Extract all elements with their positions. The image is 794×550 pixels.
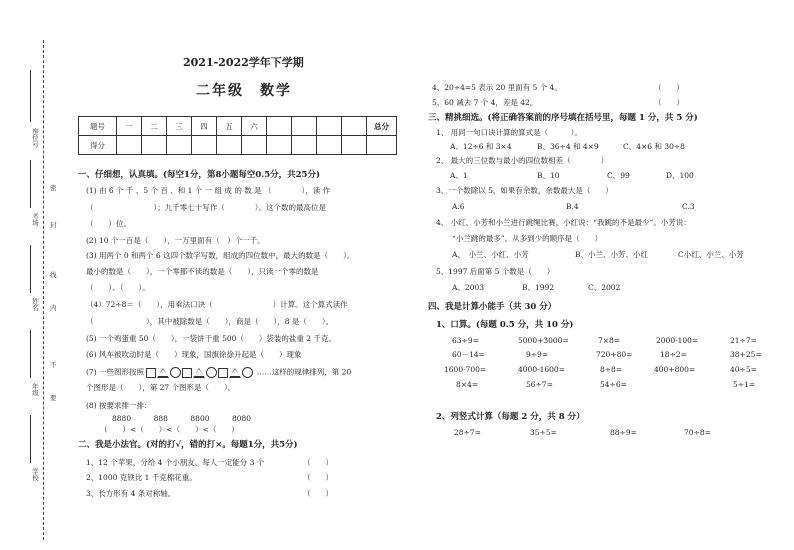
question-line: 最小的数是（ ），一个零都不读的数是（ ），只读一个零的数是: [86, 267, 319, 276]
vertical-calc-item: 70÷8=: [684, 428, 711, 437]
choice-option[interactable]: A、12÷6 和 3×4: [450, 142, 512, 151]
oral-item: 21÷7=: [730, 336, 757, 345]
answer-blank[interactable]: （ ）: [654, 98, 684, 107]
oral-item: 7×8=: [598, 336, 621, 345]
seal-mark: 要: [50, 394, 57, 402]
name-label: 姓名: [31, 298, 39, 311]
choice-option[interactable]: B、小兰、小芳、小红: [575, 250, 649, 259]
choice-question: 4、 小红、小芳和小兰进行跳绳比赛，小红说：“我跳的不是最少”。小芳说：: [436, 218, 691, 227]
score-input[interactable]: [142, 136, 167, 155]
school-label: 学校: [31, 468, 39, 481]
section-1-heading: 一、仔细想，认真填。(每空1分，第8小题每空0.5分，共25分): [78, 170, 320, 180]
square-shape: [182, 368, 192, 378]
choice-option[interactable]: B、36÷4 和 4×9: [537, 142, 599, 151]
question-line: [86, 367, 351, 378]
score-cell: 得分: [79, 136, 117, 155]
choice-question: “小兰跳的最多”。从多到少的顺序是（ ）: [452, 234, 603, 243]
exam-title: 2021-2022学年下学期: [183, 56, 304, 69]
seal-mark: 不: [50, 361, 57, 369]
choice-option[interactable]: C小红、小兰、小芳: [678, 250, 744, 259]
score-input[interactable]: [342, 136, 367, 155]
seal-mark: 线: [50, 271, 57, 279]
score-input[interactable]: [292, 136, 317, 155]
answer-blank[interactable]: （ ）: [303, 458, 333, 467]
score-input[interactable]: [217, 136, 242, 155]
oral-heading: 1、口算。(每题 0.5 分，共 10 分): [436, 320, 574, 330]
oral-item: 5÷1=: [733, 380, 756, 389]
score-cell: 题号: [79, 117, 117, 136]
square-shape: [218, 368, 228, 378]
section-3-heading: 三、精挑细选。(将正确答案前的序号填在括号里，每题 1 分，共 5 分): [428, 113, 698, 123]
answer-blank[interactable]: （ ）: [654, 83, 684, 92]
judge-item: 4、20÷4=5 表示 20 里面有 5 个 4。: [432, 83, 562, 92]
triangle-shape: [157, 368, 169, 378]
question-line: (8) 按要求排一排：: [86, 401, 152, 410]
choice-question: 1、 用同一句口诀计算的算式是（ ）。: [436, 128, 582, 137]
oral-item: 9÷9=: [526, 350, 549, 359]
choice-option[interactable]: C、99: [607, 171, 630, 180]
question-line: (5) 一个鸡蛋重 50（ ），一袋饼干重 500（ ）袋装的盐重 2 千克。: [86, 334, 336, 343]
oral-item: 38+25=: [730, 350, 762, 359]
seal-mark: 内: [50, 304, 57, 312]
score-input[interactable]: [192, 136, 217, 155]
question-text: ……这样的规律排列，第 20: [256, 367, 352, 377]
answer-blank[interactable]: （ ）: [303, 489, 333, 498]
score-cell: 六: [242, 117, 267, 136]
score-total: 总分: [367, 117, 397, 136]
choice-option[interactable]: A.6: [452, 202, 465, 211]
number-list: 8880 888 8800 8080: [112, 414, 252, 423]
score-cell: [342, 117, 367, 136]
score-input[interactable]: [117, 136, 142, 155]
choice-option[interactable]: A、1: [450, 171, 468, 180]
oral-item: 40÷5=: [730, 365, 757, 374]
seat-underline: [30, 70, 31, 122]
choice-question: 3、一个数除以 5，如果有余数，余数最大是（ ）: [436, 186, 613, 195]
vertical-calc-heading: 2、列竖式计算（每题 2 分，共 8 分）: [436, 412, 585, 422]
grade-label: 年级: [31, 383, 39, 396]
score-cell: [267, 117, 292, 136]
exam-subject: 二年级 数学: [196, 83, 292, 99]
school-underline: [30, 415, 31, 463]
choice-question: 5、1997 后面第 5 个数是（ ）: [436, 267, 555, 276]
seal-mark: 封: [50, 221, 57, 229]
choice-option[interactable]: A、2003: [452, 283, 485, 292]
oral-item: 56÷7=: [526, 380, 553, 389]
seat-label: 座位号: [31, 128, 39, 148]
vertical-calc-item: 35÷5=: [530, 428, 557, 437]
score-cell: 二: [142, 117, 167, 136]
compare-blanks[interactable]: （ ）<（ ）<（ ）<（ ）: [100, 425, 239, 434]
score-cell: 五: [217, 117, 242, 136]
oral-item: 400+800=: [654, 365, 696, 374]
name-underline: [30, 245, 31, 293]
question-line: （ ）位。: [86, 219, 131, 228]
oral-item: 8÷8=: [600, 365, 623, 374]
question-line: （4）72÷8＝（ ），用乘法口诀（ ）计算。这个算式读作: [86, 300, 348, 309]
choice-option[interactable]: B、10: [537, 171, 560, 180]
choice-option[interactable]: C、4×6 和 30÷8: [623, 142, 685, 151]
question-line: (6) 风车被吹动时是（ ）现象，国旗徐徐升起是（ ）现象: [86, 350, 302, 359]
choice-option[interactable]: A、 小兰、小红、小芳: [452, 250, 529, 259]
circle-shape: [242, 367, 253, 378]
judge-item: 2、1000 克铁比 1 千克棉花重。: [86, 473, 197, 482]
triangle-shape: [193, 368, 205, 378]
choice-option[interactable]: C.3: [682, 202, 695, 211]
vertical-calc-item: 28÷7=: [454, 428, 481, 437]
question-line: 个图形是（ ），第 27 个图形是（ ）。: [86, 383, 236, 392]
choice-question: 2、 最大的三位数与最小的四位数相差（ ）: [436, 156, 609, 165]
oral-item: 720+80=: [596, 350, 633, 359]
shape-pattern: [146, 367, 254, 378]
score-input[interactable]: [317, 136, 342, 155]
score-input[interactable]: [267, 136, 292, 155]
choice-option[interactable]: D、100: [666, 171, 694, 180]
oral-item: 63÷9=: [452, 336, 479, 345]
judge-item: 3、长方形有 4 条对称轴。: [86, 489, 176, 498]
oral-item: 54÷6=: [600, 380, 627, 389]
score-input[interactable]: [367, 136, 397, 155]
oral-item: 8×4=: [456, 380, 479, 389]
oral-item: 1600-700=: [444, 365, 487, 374]
oral-item: 18÷2=: [660, 350, 687, 359]
score-cell: 三: [167, 117, 192, 136]
vertical-calc-item: 88÷9=: [610, 428, 637, 437]
answer-blank[interactable]: （ ）: [303, 473, 333, 482]
question-line: (2) 10 个一百是（ ），一万里面有（ ）个一千。: [86, 236, 265, 245]
judge-item: 5、60 减去 7 个 4，差是 42。: [432, 98, 538, 107]
circle-shape: [170, 367, 181, 378]
question-text: (7) 一些图形按照: [86, 367, 145, 377]
oral-item: 5000+3000=: [518, 336, 569, 345]
choice-option[interactable]: B.4: [566, 202, 579, 211]
question-line: （ ）、（ ）。: [86, 283, 150, 292]
exam-label: 考场: [31, 213, 39, 226]
grade-underline: [30, 330, 31, 378]
score-input[interactable]: [242, 136, 267, 155]
question-line: (1) 由 6 个 千 、5 个 百 、和 1 个 一 组 成 的 数 是 （ ），读 作: [86, 186, 331, 195]
square-shape: [146, 368, 156, 378]
question-line: （ ）；九千零七十写作（ ）。这个数的最高位是: [86, 203, 326, 212]
score-cell: [292, 117, 317, 136]
choice-option[interactable]: C、2002: [588, 283, 621, 292]
score-cell: [317, 117, 342, 136]
question-line: （ ），其中被除数是（ ），商是（ ），8 是（ ）。: [86, 317, 334, 326]
seal-mark: 密: [50, 184, 57, 192]
oral-item: 60－14=: [452, 350, 485, 359]
oral-item: 2000-100=: [656, 336, 699, 345]
question-line: (3) 用两个 0 和两个 6 这四个数字写数，组成的四位数中，最大的数是（ ）。: [86, 251, 355, 260]
circle-shape: [206, 367, 217, 378]
choice-option[interactable]: B、1992: [522, 283, 555, 292]
oral-item: 4000-1600=: [518, 365, 565, 374]
exam-underline: [30, 160, 31, 208]
binding-line: [43, 40, 44, 540]
section-4-heading: 四、我是计算小能手（共 30 分）: [428, 302, 557, 312]
score-cell: 一: [117, 117, 142, 136]
judge-item: 1、12 个苹果，分给 4 个小朋友，每人一定能分 3 个: [86, 458, 265, 467]
triangle-shape: [229, 368, 241, 378]
score-input[interactable]: [167, 136, 192, 155]
section-2-heading: 二、我是小法官。(对的打√，错的打×。每题1分，共5分): [78, 440, 298, 450]
score-cell: 四: [192, 117, 217, 136]
score-table: [78, 116, 397, 155]
